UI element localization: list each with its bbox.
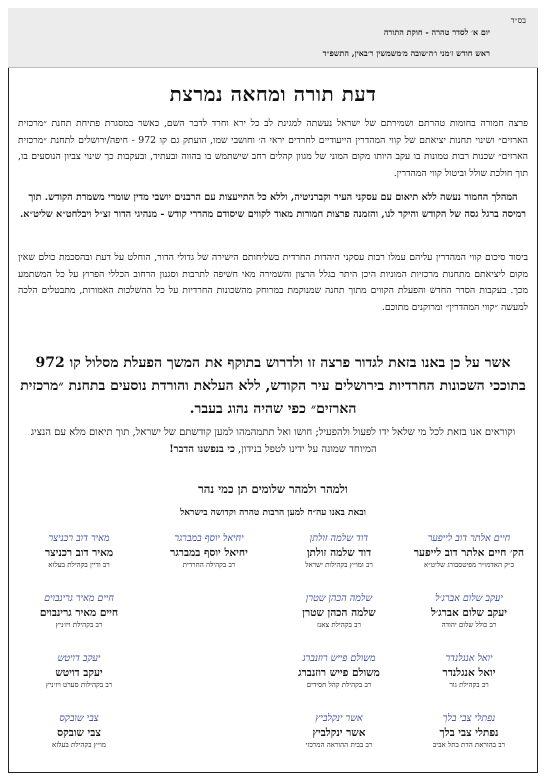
handwritten-signature: יחיאל יוסף במברגר: [174, 533, 244, 544]
signature-block: [274, 650, 404, 710]
call-to-action-emphasis: כי בנפשנו הדבר!: [169, 443, 235, 455]
signer-name: יואל אנגלנדר: [442, 667, 496, 679]
header-date-line: יום א׳ לסדר טהרה - חוקת התורה: [383, 27, 490, 37]
signer-title: רב בקהילת גור: [449, 681, 489, 689]
signature-block: [404, 710, 534, 770]
signer-title: רב בהוראת הדת בתל אביב: [432, 741, 506, 749]
handwritten-signature: יעקב שלום אברג׳ל: [435, 593, 503, 604]
signature-block: [274, 530, 404, 590]
handwritten-signature: יואל אנגלנדר: [445, 653, 493, 664]
signature-block-empty: [144, 710, 274, 770]
handwritten-signature: משולם פייש רוזנברג: [302, 653, 376, 664]
signature-block: [404, 650, 534, 710]
signer-name: חיים מאיר גרינבוים: [39, 607, 119, 619]
signer-title: רב בקהילה החרדית: [182, 561, 236, 569]
signer-title: רב בבית ההוראה המרכזי: [305, 741, 373, 749]
signatures-grid: [14, 530, 534, 770]
signer-name: אשר ינקלביץ: [312, 727, 366, 739]
signer-name: צבי שובקס: [57, 727, 101, 739]
paragraph-intro: פרצה חמורה בחומות טהרתם ושמירתם של ישראל נעשתה למגינת לב כל ירא וחרד לדבר השם, כאשר במסגרת פתיחת תחנת ״מרכזית הארזים״ ושינוי תחנות יציאתם של קווי המהדרין הייעודיים לחרדים יראי ה׳ וחושבי שמו, הועתק גם קו 972 - חיפה/ירושלים לתחנת ״מרכזית הארזים״ שכנות רבות טמונות בו עקב היותו מקום המוני של מגוון קהלים רחב שישתמש בו בהווה ובעתיד, ובעקבות כך שינוי צביון הנוסעים בו, תוך חולכת שולל וביטול קווי המהדרין.: [18, 118, 528, 179]
handwritten-signature: נפתלי צבי בלך: [442, 713, 496, 724]
signer-name: שלמה הכהן שטרן: [302, 607, 376, 619]
handwritten-signature: [144, 710, 274, 727]
header-month-line: ראש חודש ז׳מני ו׳ה׳שובה מ׳משמשין ר׳באין, התשפ״ד: [322, 48, 490, 58]
signature-block-empty: [144, 650, 274, 710]
page-title: דעת תורה ומחאה נמרצת: [169, 82, 377, 106]
signature-block: [404, 590, 534, 650]
signature-block: [144, 530, 274, 590]
paragraph-demand: אשר על כן באנו בזאת לגדור פרצה זו ולדרוש בתוקף את המשך הפעלת מסלול קו 972 בתוככי השכונות החרדיות בירושלים עיר הקודש, ללא העלאת והורדת נוסעים בתחנת ״מרכזית הארזים״ כפי שהיה נהוג בעבר.: [20, 355, 526, 417]
signer-title: רב ודיין בקהילת בעלזא: [48, 561, 110, 569]
signer-title: רב בקהילות סערט ויז׳ניץ: [45, 681, 113, 689]
signer-name: מאיר דוב רכניצר: [44, 547, 114, 559]
handwritten-signature: [144, 590, 274, 607]
signer-name: יעקב שלום אברג׳ל: [430, 607, 508, 619]
paragraph-background: ביסוד סיכום קווי המהדרין עליהם עמלו רבות עסקני היהדות החרדית בשליחותם הישירה של גדולי הדור, הוחלט על דעת ובהסכמת כולם שאין מקום ליציאתם מתחנות מרכזיות המוניות היכן היתר בגלל הרצון והשמירה מאי חשיפה לתרבות וסגנון הרחוב הכללי הפרוץ על כל המשתמע מכך. בעקבות הסדר החדש והפעלת הקווים מתוך תחנה שמנוקמת במרוחק מהשכונות החרדיות על כל ההשלכות האמורות, מתבטלים הלכה למעשה ״קווי המהדרין״ ומרוקנים מתוכם.: [18, 252, 528, 313]
signature-block: [14, 650, 144, 710]
signature-block: [14, 530, 144, 590]
signer-name: יעקב דויטש: [55, 667, 103, 679]
handwritten-signature: חיים מאיר גרינבוים: [44, 593, 114, 604]
signature-block: [14, 710, 144, 770]
signer-title: רב בקהילת ויז׳ניץ: [55, 621, 103, 629]
signature-block: [274, 710, 404, 770]
closing-blessing: ולמהר ולמהר שלומים תן כמי נהר: [198, 482, 348, 496]
signature-block-empty: [144, 590, 274, 650]
signature-block: [404, 530, 534, 590]
handwritten-signature: חיים אלתר דוב לייפער: [427, 533, 511, 544]
signer-title: רב בקהילת צאנז: [317, 621, 361, 629]
signer-title: רב כולל שלום יהודה: [441, 621, 497, 629]
handwritten-signature: דוד שלמה זולתן: [309, 533, 369, 544]
signers-intro: ובאת באנו עה״ח למען הרבות טהרה וקדושה בישראל: [180, 508, 366, 518]
signer-name: משולם פייש רוזנברג: [298, 667, 380, 679]
letter-header: [8, 8, 538, 68]
handwritten-signature: מאיר דוב רכניצר: [48, 533, 110, 544]
signer-title: מו״ץ בקהילת בעלזא: [52, 741, 106, 749]
bsd-mark: בס״ד: [510, 16, 526, 25]
signer-name: יחיאל יוסף במברגר: [170, 547, 248, 559]
handwritten-signature: [144, 650, 274, 667]
call-to-action-text: וקוראים אנו בזאת לכל מי שלאל ידו לפעול ולהפעיל; חושו ואל תתמהמהו למען קודשתם של ישראל, תוך תיאום מלא עם הנציג המיוחד שמונה על ידינו לטפל בנידון,: [30, 427, 516, 455]
signer-name: דוד שלמה זולתן: [306, 547, 372, 559]
handwritten-signature: צבי שובקס: [59, 713, 99, 724]
signer-title: רב ומו״ץ בקהילות ישראל: [305, 561, 373, 569]
signature-block: [274, 590, 404, 650]
paragraph-call-to-action: [18, 425, 528, 458]
handwritten-signature: יעקב דויטש: [57, 653, 101, 664]
signer-title: רב בקהילת קהל חסידים: [306, 681, 372, 689]
signer-title: כ״ק האדמו״ר מפיטסבורג שליט״א: [423, 561, 515, 569]
handwritten-signature: אשר ינקלביץ: [315, 713, 363, 724]
signer-name: הק׳ חיים אלתר דוב לייפער: [413, 547, 525, 559]
paragraph-protest: המהלך החמור נעשה ללא תיאום עם עסקני העיר וקברניטיה, וללא כל התייעצות עם הרבנים יושבי מדין שומרי משמרת הקודש. תוך רמיסה ברגל גסה של הקודש והיקר לנו, והזמנה פרצות חמורות מאוד לקווים שיסודם מהררי קודש - מנהיגי הדור זצ״ל ויבלחט״א שליט״א.: [19, 192, 527, 220]
signature-block: [14, 590, 144, 650]
handwritten-signature: שלמה הכהן שטרן: [305, 593, 373, 604]
signer-name: נפתלי צבי בלך: [439, 727, 499, 739]
